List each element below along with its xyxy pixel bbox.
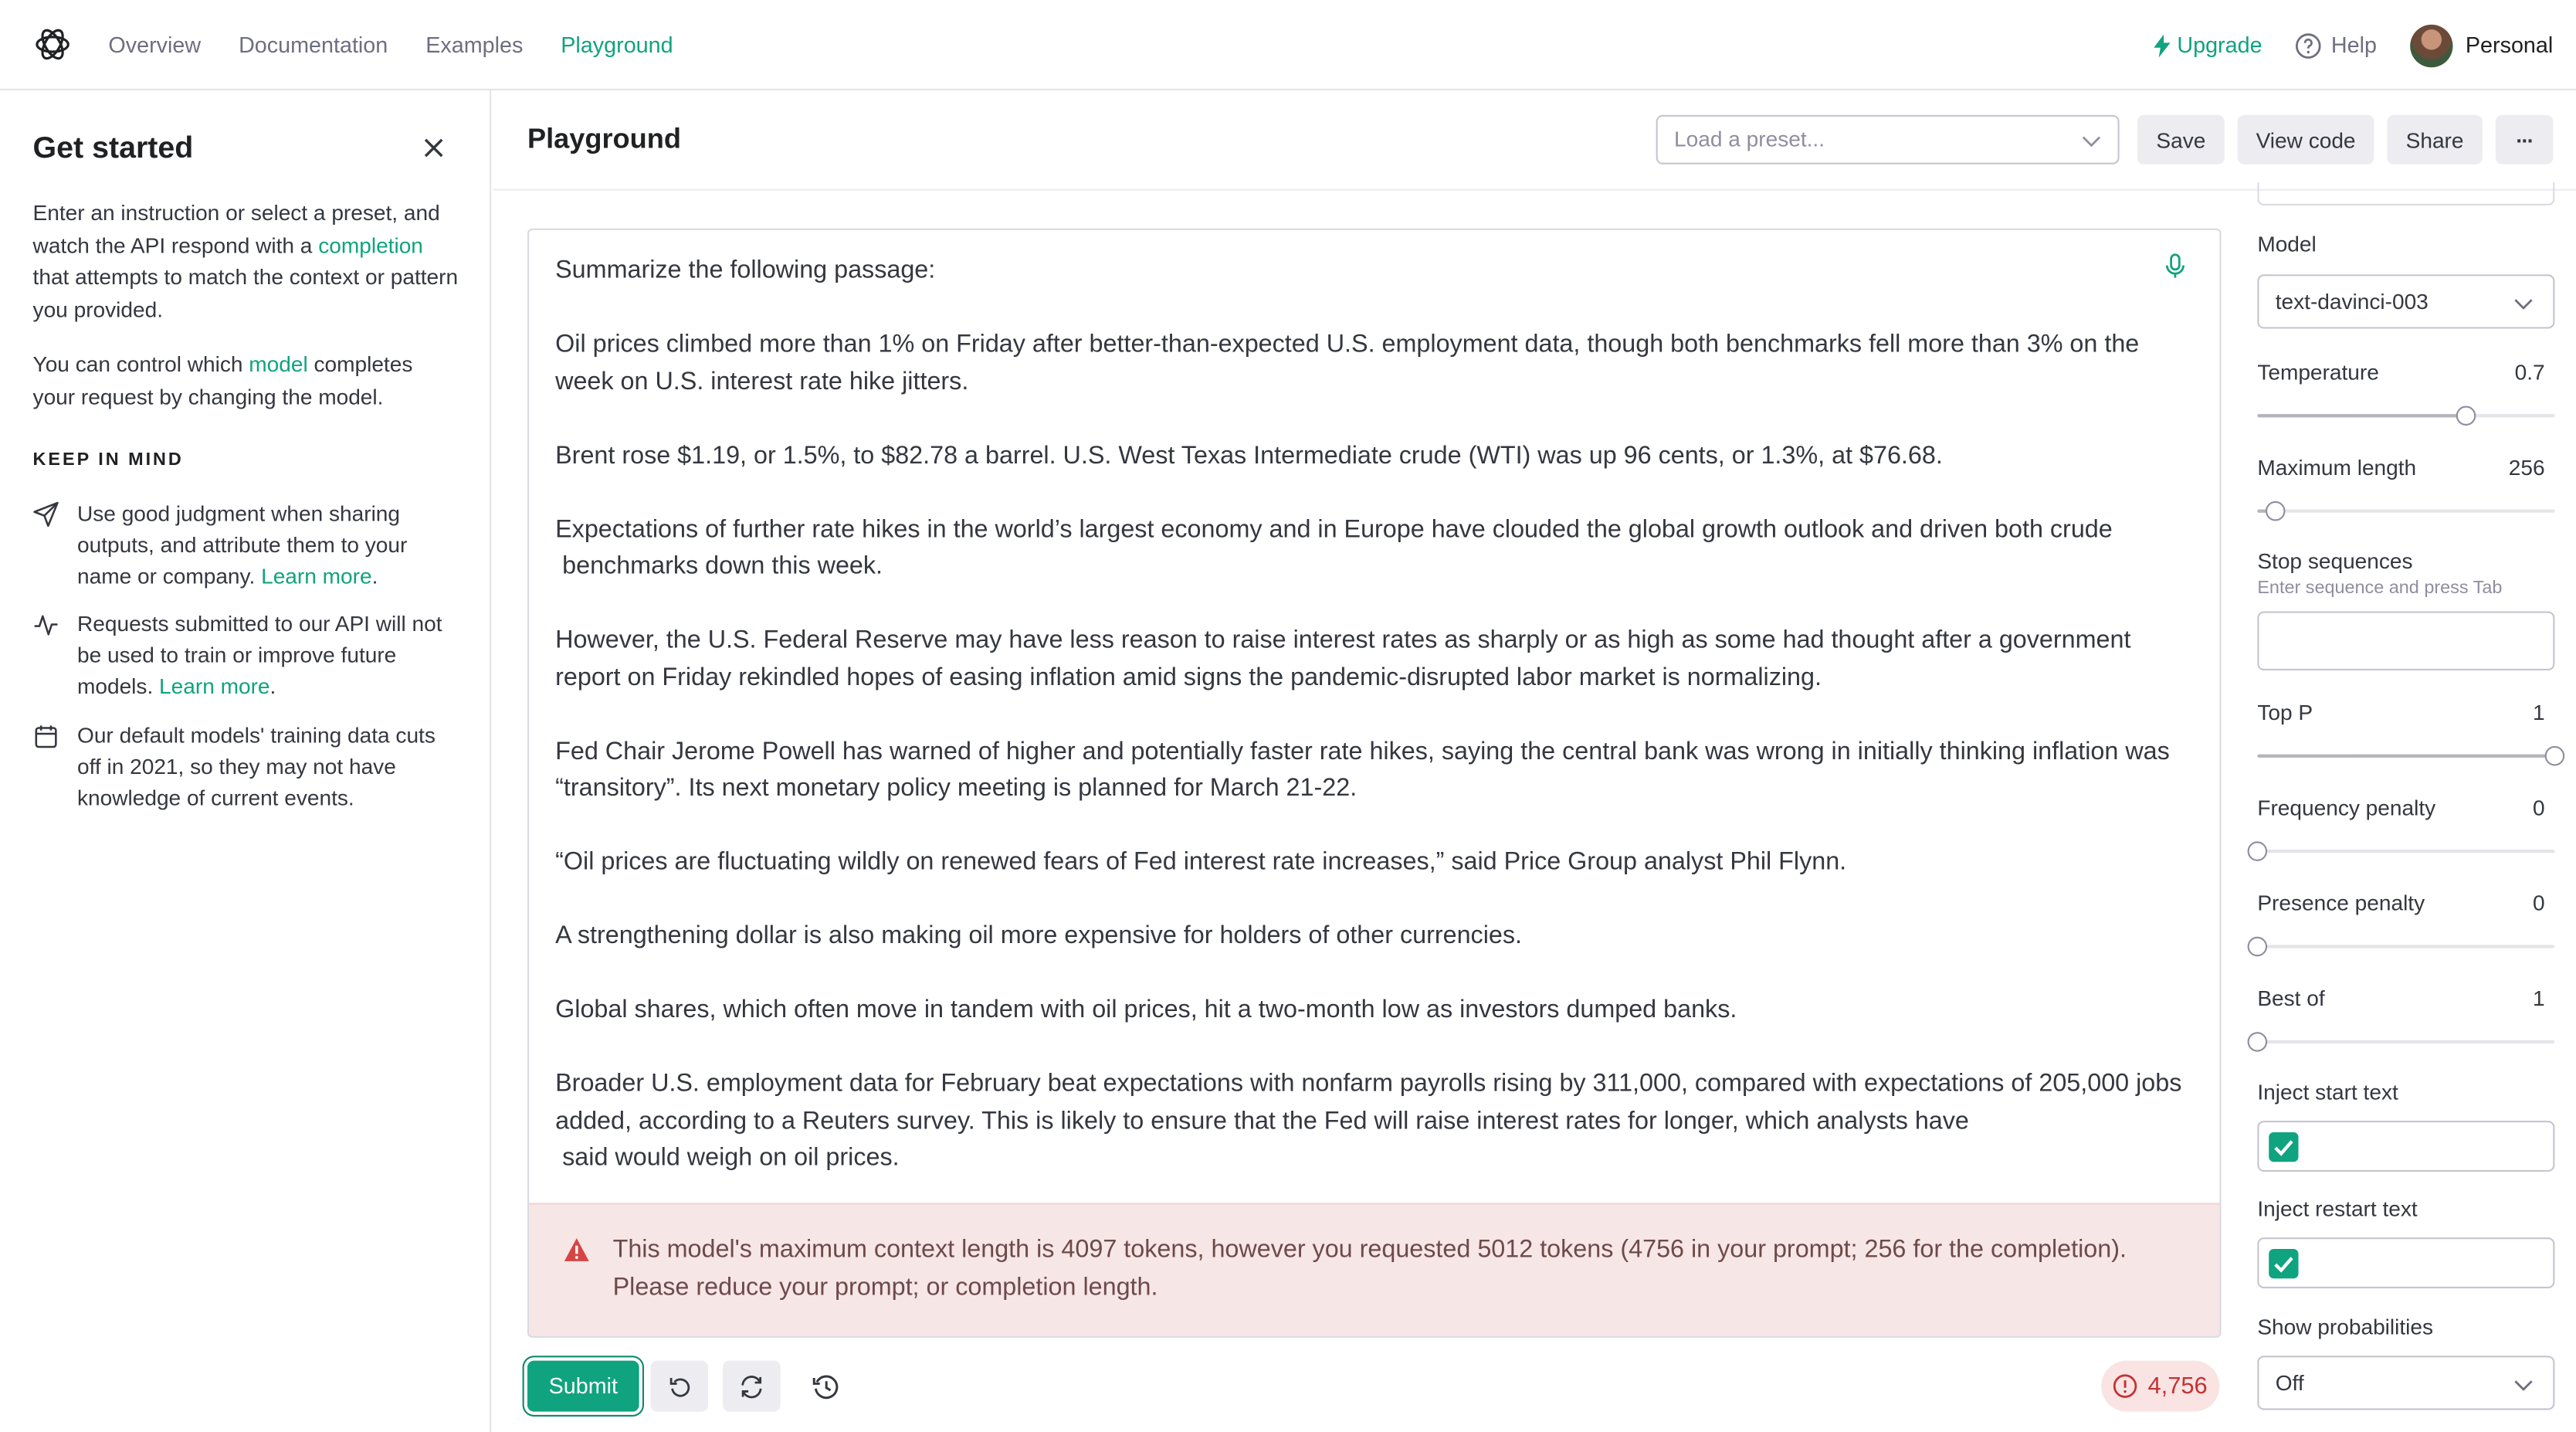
microphone-icon[interactable] [2164,253,2187,280]
nav-examples[interactable]: Examples [425,32,524,58]
inject-restart-input[interactable] [2257,1237,2554,1288]
refresh-icon [739,1375,764,1398]
model-select[interactable] [2257,274,2554,328]
temperature-slider[interactable] [2257,406,2554,426]
tip-body: Use good judgment when sharing outputs, and attribute them to your name or company. [76,501,408,589]
help-label: Help [2330,32,2378,58]
history-button[interactable] [797,1361,854,1412]
help-link[interactable] [2295,32,2377,58]
slider-fill [2257,755,2554,758]
model-note-text-end: completes your request by changing the model. [32,351,413,409]
avatar [2410,24,2452,66]
view-code-button[interactable]: View code [2238,115,2374,165]
learn-more-link[interactable]: Learn more [159,674,270,699]
tip-body: Requests submitted to our API will not be used to train or improve future models. [76,611,442,699]
lightning-icon [2154,34,2171,57]
show-probabilities-label: Show probabilities [2257,1315,2434,1339]
chevron-down-icon [2513,1376,2534,1396]
preset-placeholder: Load a preset... [1674,126,1825,151]
tip-end: . [371,563,378,589]
max-length-slider[interactable] [2257,501,2554,521]
slider-track [2257,945,2554,948]
checkmark-icon [2269,1132,2298,1162]
top-p-label: Top P [2257,700,2313,725]
error-banner [529,1203,2221,1337]
frequency-penalty-label: Frequency penalty [2257,795,2436,820]
max-length-value[interactable]: 256 [2508,455,2545,480]
inject-start-input[interactable] [2257,1121,2554,1172]
sidebar-title: Get started [32,130,194,165]
intro-text-end: that attempts to match the context or pattern you provided. [32,264,459,321]
slider-track [2257,1040,2554,1043]
alert-circle-icon [2113,1374,2138,1399]
prompt-paragraph: “Oil prices are fluctuating wildly on renewed fears of Fed interest rate increases,” said Price Group analyst Phil Flynn. [555,847,1847,877]
slider-thumb[interactable] [2545,746,2565,766]
token-count-badge [2101,1361,2219,1412]
save-button[interactable]: Save [2137,115,2225,165]
prompt-editor[interactable] [527,229,2222,1338]
help-circle-icon [2295,32,2321,58]
slider-thumb[interactable] [2456,406,2476,426]
account-label: Personal [2465,32,2554,58]
mode-select[interactable] [2257,182,2554,205]
close-icon[interactable] [421,134,447,161]
upgrade-label: Upgrade [2177,32,2262,58]
prompt-paragraph: A strengthening dollar is also making oil more expensive for holders of other currencies. [555,921,1523,950]
sidebar-model-note [33,348,460,412]
sidebar-intro [33,197,460,325]
slider-track [2257,850,2554,853]
prompt-paragraph: Oil prices climbed more than 1% on Friday after better-than-expected U.S. employment data, though both benchmarks fell more than 3% on the week on U.S. interest rate hike jitters. [555,330,2147,395]
prompt-paragraph: Expectations of further rate hikes in the world’s largest economy and in Europe have clouded the global growth outlook and driven both crude benchmarks down this week. [555,515,2113,581]
show-probabilities-value: Off [2275,1370,2304,1396]
slider-thumb[interactable] [2248,1032,2268,1052]
calendar-icon [33,723,59,749]
checkmark-icon [2269,1249,2298,1278]
nav-overview[interactable]: Overview [108,32,202,58]
model-value: text-davinci-003 [2275,289,2429,314]
chevron-down-icon [2082,131,2102,151]
model-note-text: You can control which [32,351,249,377]
history-icon [812,1373,839,1400]
warning-icon [564,1237,590,1262]
nav-documentation[interactable]: Documentation [239,32,388,58]
slider-thumb[interactable] [2248,937,2268,957]
temperature-label: Temperature [2257,359,2379,385]
nav-playground[interactable]: Playground [561,32,673,58]
frequency-penalty-slider[interactable] [2257,841,2554,861]
undo-icon [668,1375,691,1398]
keep-in-mind-heading: KEEP IN MIND [32,450,184,470]
best-of-label: Best of [2257,986,2325,1011]
openai-logo-icon[interactable] [33,25,73,64]
send-icon [33,501,59,528]
tip-text: Our default models' training data cuts off in 2021, so they may not have knowledge of current events. [76,723,436,810]
tip-text [77,498,463,592]
account-menu[interactable] [2410,24,2554,66]
inject-restart-label: Inject restart text [2257,1196,2418,1221]
get-started-sidebar [0,90,491,1432]
preset-select[interactable] [1656,115,2120,165]
chevron-down-icon [2513,294,2534,314]
presence-penalty-value[interactable]: 0 [2533,891,2545,916]
playground-header [493,90,2576,191]
top-p-slider[interactable] [2257,746,2554,766]
tip-text [77,608,463,701]
upgrade-link[interactable] [2154,33,2262,58]
more-options-button[interactable]: ··· [2496,115,2553,165]
learn-more-link[interactable]: Learn more [261,563,372,589]
slider-thumb[interactable] [2266,501,2286,521]
intro-text: Enter an instruction or select a preset, and watch the API respond with a [32,200,440,257]
prompt-paragraph: However, the U.S. Federal Reserve may have less reason to raise interest rates as sharply or as high as some had thought after a government report on Friday rekindled hopes of easing inflation amid signs the pandemic-disrupted labor market is normalizing. [555,626,2138,691]
prompt-paragraph: Brent rose $1.19, or 1.5%, to $82.78 a barrel. U.S. West Texas Intermediate crude (WTI) was up 96 cents, or 1.3%, at $76.68. [555,441,1943,470]
stop-sequences-input[interactable] [2257,611,2554,670]
tip-item [33,720,463,813]
share-button[interactable]: Share [2387,115,2482,165]
model-label: Model [2257,231,2317,256]
prompt-paragraph: Global shares, which often move in tandem with oil prices, hit a two-month low as investors dumped banks. [555,996,1737,1024]
nav-right [2154,0,2554,90]
slider-thumb[interactable] [2248,841,2268,861]
prompt-text[interactable] [555,253,2181,1215]
slider-track [2257,510,2554,513]
tip-item [33,608,463,701]
best-of-value[interactable]: 1 [2533,986,2545,1011]
stop-sequences-hint: Enter sequence and press Tab [2257,578,2503,599]
top-p-value[interactable]: 1 [2533,700,2545,725]
token-count: 4,756 [2147,1373,2208,1400]
top-navigation [0,0,2576,90]
temperature-value[interactable]: 0.7 [2514,359,2545,385]
completion-link[interactable]: completion [318,232,423,257]
frequency-penalty-value[interactable]: 0 [2533,795,2545,820]
regenerate-button[interactable] [723,1361,780,1412]
prompt-paragraph: Fed Chair Jerome Powell has warned of higher and potentially faster rate hikes, saying the central bank was wrong in initially thinking inflation was “transitory”. Its next monetary policy meeting is planned for March 21-22. [555,737,2177,803]
show-probabilities-select[interactable] [2257,1356,2554,1410]
page-title: Playground [527,123,681,154]
inject-start-label: Inject start text [2257,1079,2398,1105]
tip-end: . [269,674,276,699]
best-of-slider[interactable] [2257,1032,2554,1052]
presence-penalty-label: Presence penalty [2257,891,2425,916]
max-length-label: Maximum length [2257,455,2417,480]
error-message: This model's maximum context length is 4097 tokens, however you requested 5012 tokens (4756 in your prompt; 256 for the completion). Please reduce your prompt; or completion length. [612,1235,2127,1301]
tip-item [33,498,463,592]
inject-restart-checkbox[interactable] [2269,1249,2298,1278]
stop-sequences-label: Stop sequences [2257,548,2413,574]
prompt-paragraph: Summarize the following passage: [555,256,936,285]
undo-button[interactable] [651,1361,708,1412]
nav-links [108,0,673,90]
settings-panel [2257,191,2554,1432]
model-link[interactable]: model [249,351,308,377]
slider-fill [2257,414,2466,417]
inject-start-checkbox[interactable] [2269,1132,2298,1162]
presence-penalty-slider[interactable] [2257,937,2554,957]
prompt-paragraph: Broader U.S. employment data for February beat expectations with nonfarm payrolls rising by 311,000, compared with expectations of 205,000 jobs added, according to a Reuters survey. This is likely to ensure that the Fed will raise interest rates for longer, which analysts have said would weigh on oil prices. [555,1070,2182,1172]
submit-button[interactable]: Submit [527,1361,639,1412]
activity-icon [33,611,59,637]
